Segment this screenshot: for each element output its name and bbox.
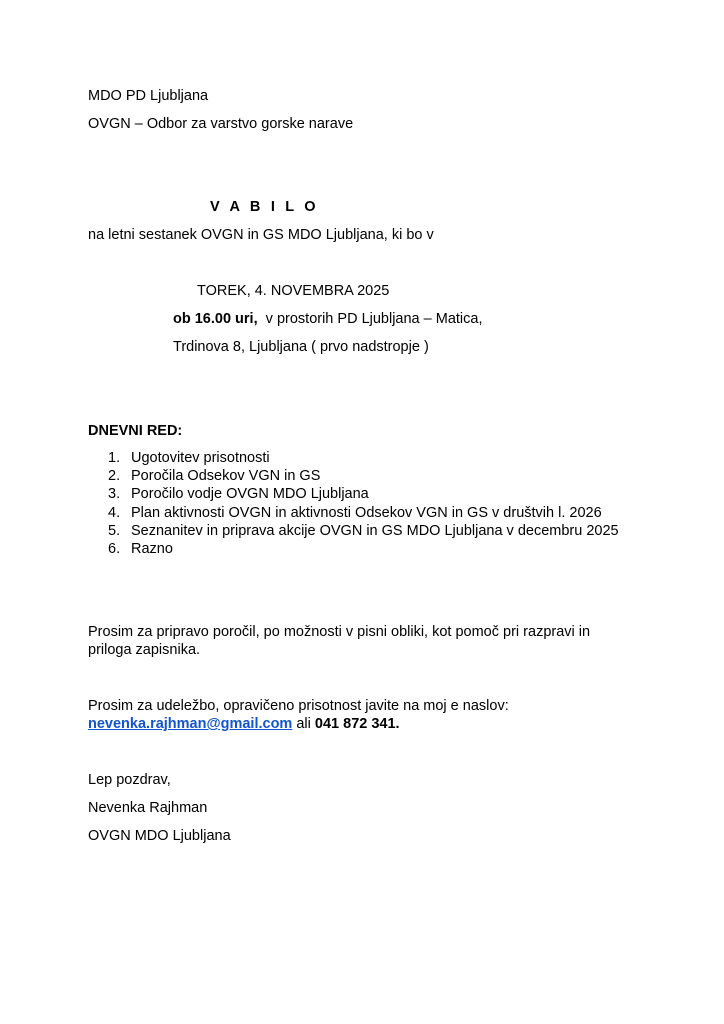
agenda-item-number: 3.	[108, 486, 121, 503]
agenda-item-text: Plan aktivnosti OVGN in aktivnosti Odsekov VGN in GS v društvih l. 2026	[131, 504, 602, 521]
agenda-item	[108, 504, 619, 522]
contact-line-2	[88, 715, 400, 733]
agenda-item	[108, 485, 619, 503]
invitation-intro: na letni sestanek OVGN in GS MDO Ljubljana, ki bo v	[88, 227, 434, 243]
agenda-item-text: Poročila Odsekov VGN in GS	[131, 468, 321, 485]
meeting-address: Trdinova 8, Ljubljana ( prvo nadstropje )	[173, 339, 429, 355]
agenda-item	[108, 540, 619, 558]
contact-connector: ali	[292, 716, 315, 732]
email-link[interactable]: nevenka.rajhman@gmail.com	[88, 716, 293, 732]
agenda-item	[108, 449, 619, 467]
org-line-1: MDO PD Ljubljana	[88, 88, 209, 104]
agenda-heading: DNEVNI RED:	[88, 423, 183, 439]
agenda-item-number: 4.	[108, 504, 121, 521]
agenda-item-number: 5.	[108, 522, 121, 539]
contact-line-1: Prosim za udeležbo, opravičeno prisotnost javite na moj e naslov:	[88, 698, 509, 714]
request-line-2: priloga zapisnika.	[88, 642, 201, 658]
invitation-title: V A B I L O	[210, 199, 319, 215]
agenda-item-text: Seznanitev in priprava akcije OVGN in GS MDO Ljubljana v decembru 2025	[131, 522, 619, 539]
phone-number: 041 872 341.	[314, 716, 400, 732]
agenda-item-text: Razno	[131, 541, 173, 558]
closing-greeting: Lep pozdrav,	[88, 772, 171, 788]
meeting-time-location	[173, 310, 482, 328]
agenda-item-number: 2.	[108, 468, 121, 485]
agenda-item	[108, 522, 619, 540]
meeting-time: ob 16.00 uri,	[173, 311, 258, 327]
agenda-item-number: 1.	[108, 450, 121, 466]
meeting-date: TOREK, 4. NOVEMBRA 2025	[197, 283, 390, 299]
request-line-1: Prosim za pripravo poročil, po možnosti v pisni obliki, kot pomoč pri razpravi in	[88, 624, 591, 640]
org-line-2: OVGN – Odbor za varstvo gorske narave	[88, 116, 354, 132]
agenda-item-text: Ugotovitev prisotnosti	[131, 450, 270, 466]
agenda-item	[108, 467, 619, 485]
agenda-item-text: Poročilo vodje OVGN MDO Ljubljana	[131, 486, 369, 503]
meeting-location: v prostorih PD Ljubljana – Matica,	[257, 311, 483, 327]
signature-name: Nevenka Rajhman	[88, 800, 208, 816]
signature-org: OVGN MDO Ljubljana	[88, 828, 231, 844]
agenda-item-number: 6.	[108, 541, 121, 558]
agenda-list	[108, 449, 619, 558]
